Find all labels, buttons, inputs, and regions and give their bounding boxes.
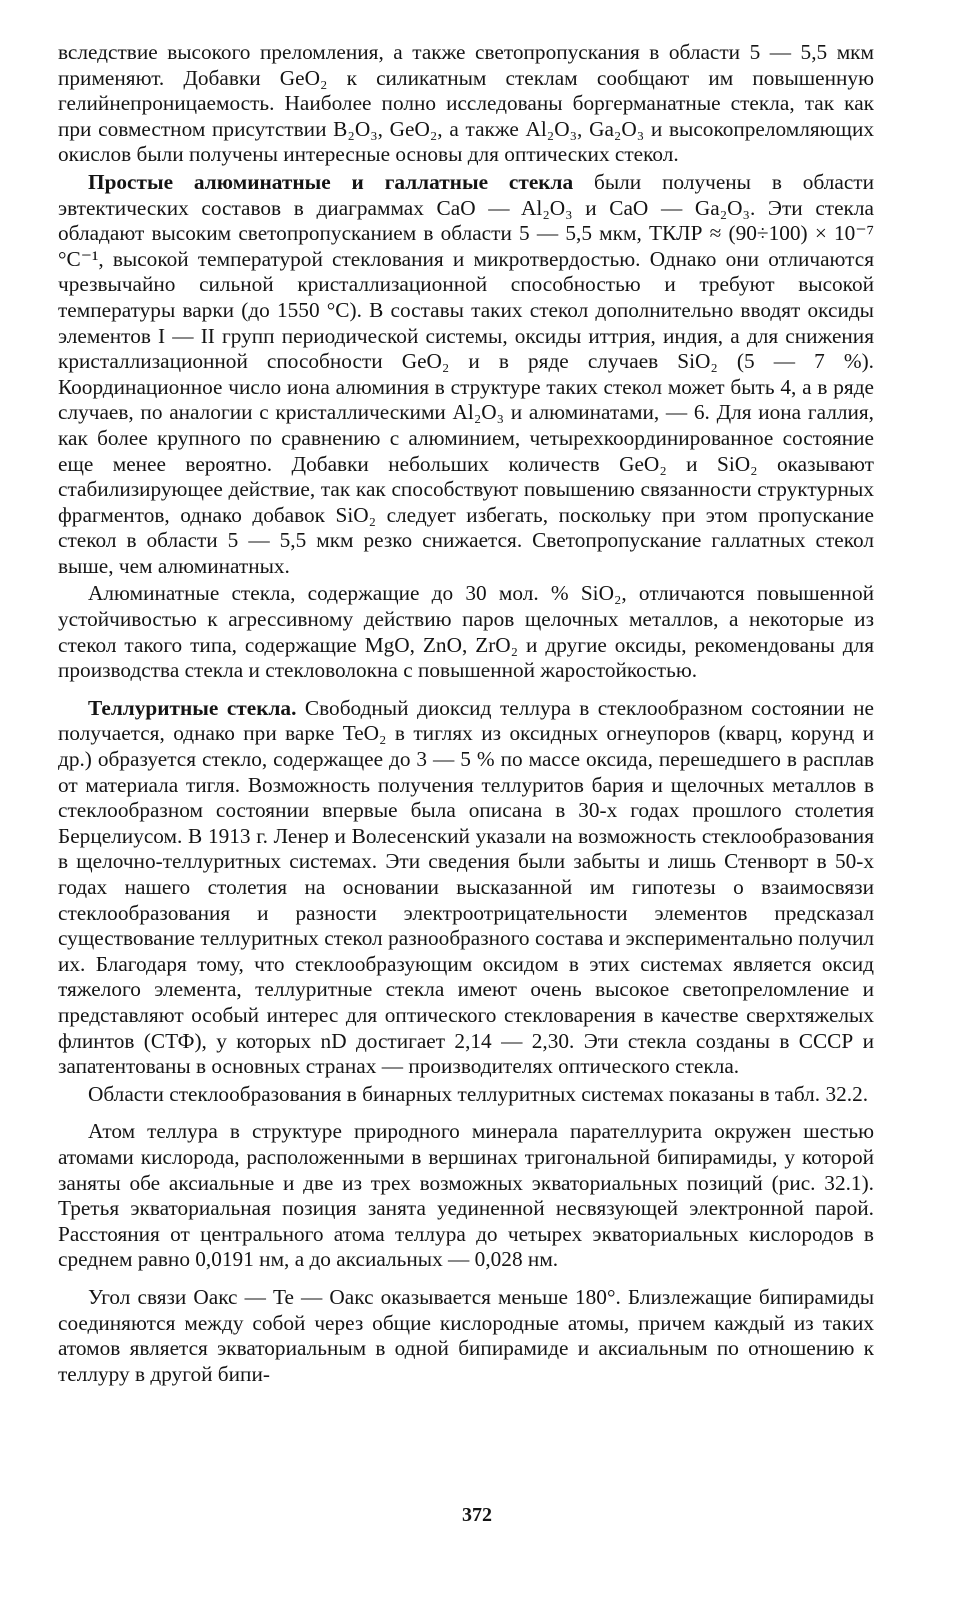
paragraph-text: Свободный диоксид теллура в стеклообразном состоянии не получается, однако при варке TeO₂ в тиглях из оксидных огнеупоров (кварц, корунд и др.) образуется стекло, содержащее до 3 — 5 % по массе оксида, перешедшего в расплав от материала тигля. Возможность получения теллуритов бария и щелочных металлов в стеклообразном состоянии впервые была описана в 30-х годах прошлого столетия Берцелиусом. В 1913 г. Ленер и Волесенский указали на возможность стеклообразования в щелочно-теллуритных системах. Эти сведения были забыты и лишь Стенворт в 50-х годах нашего столетия на основании высказанной им гипотезы о взаимосвязи стеклообразования и разности электроотрицательности элементов предсказал существование теллуритных стекол разнообразного состава и экспериментально получил их. Благодаря тому, что стеклообразующим оксидом в этих системах является оксид тяжелого элемента, теллуритные стекла имеют очень высокое светопреломление и представляют особый интерес для оптического стекловарения в качестве сверхтяжелых флинтов (СТФ), у которых nD достигает 2,14 — 2,30. Эти стекла созданы в СССР и запатентованы в основных странах — производителях оптического стекла. xyxy=(58,695,874,1079)
paragraph-tellurium-structure xyxy=(58,1119,874,1273)
paragraph-text: были получены в области эвтектических составов в диаграммах CaO — Al₂O₃ и CaO — Ga₂O₃. Эти стекла обладают высоким светопропусканием в области 5 — 5,5 мкм, ТКЛР ≈ (90÷100) × 10⁻⁷ °C⁻¹, высокой температурой стеклования и микротвердостью. Однако они отличаются чрезвычайно сильной кристаллизационной способностью и требуют высокой температуры варки (до 1550 °C). В составы таких стекол дополнительно вводят оксиды элементов I — II групп периодической системы, оксиды иттрия, индия, а для снижения кристаллизационной способности GeO₂ и в ряде случаев SiO₂ (5 — 7 %). Координационное число иона алюминия в структуре таких стекол может быть 4, а в ряде случаев, по аналогии с кристаллическими Al₂O₃ и алюминатами, — 6. Для иона галлия, как более крупного по сравнению с алюминием, четырехкоординированное состояние еще менее вероятно. Добавки небольших количеств GeO₂ и SiO₂ оказывают стабилизирующее действие, так как способствуют повышению связанности структурных фрагментов, однако добавок SiO₂ следует избегать, поскольку при этом пропускание стекол в области 5 — 5,5 мкм резко снижается. Светопропускание галлатных стекол выше, чем алюминатных. xyxy=(58,169,874,578)
paragraph-text: Алюминатные стекла, содержащие до 30 мол. % SiO₂, отличаются повышенной устойчивостью к агрессивному действию паров щелочных металлов, а некоторые из стекол такого типа, содержащие MgO, ZnO, ZrO₂ и другие оксиды, рекомендованы для производства стекла и стекловолокна с повышенной жаростойкостью. xyxy=(58,581,874,683)
paragraph-text: вследствие высокого преломления, а также светопропускания в области 5 — 5,5 мкм применяют. Добавки GeO₂ к силикатным стеклам сообщают им повышенную гелийнепроницаемость. Наиболее полно исследованы боргерманатные стекла, так как при совместном присутствии B₂O₃, GeO₂, а также Al₂O₃, Ga₂O₃ и высокопреломляющих окислов были получены интересные основы для оптических стекол. xyxy=(58,40,874,167)
paragraph-intro-continuation xyxy=(58,40,874,168)
paragraph-aluminate-sio2 xyxy=(58,581,874,683)
paragraph-text: Области стеклообразования в бинарных теллуритных системах показаны в табл. 32.2. xyxy=(88,1081,869,1106)
paragraph-text: Атом теллура в структуре природного минерала парателлурита окружен шестью атомами кислорода, расположенными в вершинах тригональной бипирамиды, у которой заняты обе аксиальные и две из трех возможных экваториальных позиций (рис. 32.1). Третья экваториальная позиция занята уединенной несвязующей электронной парой. Расстояния от центрального атома теллура до четырех экваториальных кислородов в среднем равно 0,0191 нм, а до аксиальных — 0,028 нм. xyxy=(58,1119,874,1272)
paragraph-aluminate-gallate xyxy=(58,170,874,580)
paragraph-bond-angle xyxy=(58,1285,874,1387)
section-heading-aluminate: Простые алюминатные и галлатные стекла xyxy=(88,169,574,194)
section-heading-tellurite: Теллуритные стекла. xyxy=(88,695,297,720)
paragraph-text: Угол связи Oакс — Te — Oакс оказывается меньше 180°. Близлежащие бипирамиды соединяются между собой через общие кислородные атомы, причем каждый из таких атомов является экваториальным в одной бипирамиде и аксиальным по отношению к теллуру в другой бипи- xyxy=(58,1284,874,1386)
paragraph-tellurite xyxy=(58,696,874,1080)
paragraph-glass-formation-areas xyxy=(58,1082,874,1108)
page-body xyxy=(58,40,874,1387)
page-number: 372 xyxy=(462,1504,492,1526)
